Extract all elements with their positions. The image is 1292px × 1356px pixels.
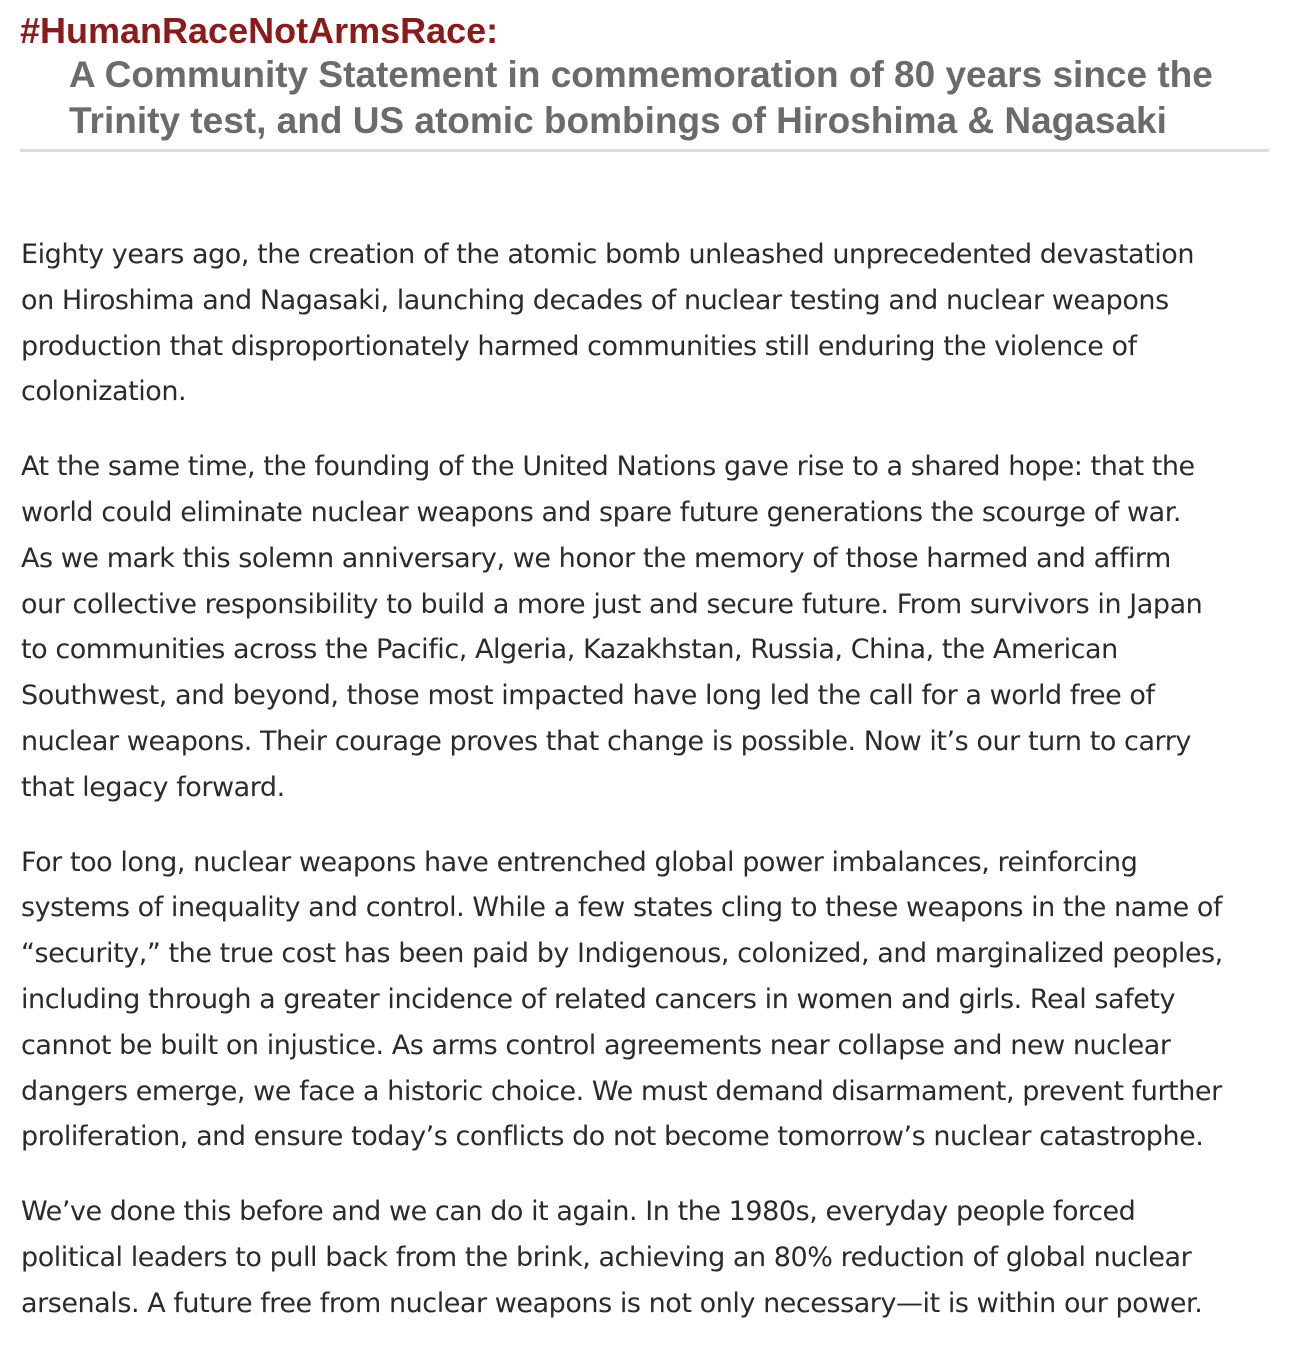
text-line: At the same time, the founding of the United Nations gave rise to a shared hope: that the bbox=[21, 451, 1195, 483]
text-line: to communities across the Pacific, Algeria, Kazakhstan, Russia, China, the American bbox=[21, 634, 1118, 666]
text-line: Eighty years ago, the creation of the atomic bomb unleashed unprecedented devastation bbox=[21, 239, 1195, 270]
paragraph-1 bbox=[21, 232, 1281, 415]
text-line: that legacy forward. bbox=[21, 771, 285, 803]
statement-body bbox=[21, 232, 1281, 1356]
text-line: “security,” the true cost has been paid by Indigenous, colonized, and marginalized peoples, bbox=[21, 938, 1223, 970]
text-line: world could eliminate nuclear weapons and spare future generations the scourge of war. bbox=[21, 496, 1182, 528]
text-line: political leaders to pull back from the brink, achieving an 80% reduction of global nuclear bbox=[21, 1241, 1192, 1273]
hashtag-title: #HumanRaceNotArmsRace: bbox=[20, 10, 499, 51]
text-line: systems of inequality and control. While a few states cling to these weapons in the name of bbox=[21, 892, 1223, 924]
text-line: including through a greater incidence of related cancers in women and girls. Real safety bbox=[21, 983, 1176, 1015]
header-divider bbox=[20, 149, 1269, 152]
text-line: on Hiroshima and Nagasaki, launching decades of nuclear testing and nuclear weapons bbox=[21, 284, 1169, 316]
statement-subtitle bbox=[20, 52, 1269, 144]
text-line: For too long, nuclear weapons have entrenched global power imbalances, reinforcing bbox=[21, 846, 1138, 878]
text-line: our collective responsibility to build a more just and secure future. From survivors in Japan bbox=[21, 588, 1203, 620]
text-line: colonization. bbox=[21, 376, 187, 408]
text-line: We’ve done this before and we can do it again. In the 1980s, everyday people forced bbox=[21, 1196, 1136, 1228]
text-line: nuclear weapons. Their courage proves that change is possible. Now it’s our turn to carry bbox=[21, 725, 1191, 757]
text-line: Southwest, and beyond, those most impacted have long led the call for a world free of bbox=[21, 680, 1155, 712]
text-line: production that disproportionately harmed communities still enduring the violence of bbox=[21, 330, 1137, 362]
subtitle-line: Trinity test, and US atomic bombings of Hiroshima & Nagasaki bbox=[69, 100, 1167, 141]
text-line: proliferation, and ensure today’s conflicts do not become tomorrow’s nuclear catastrophe. bbox=[21, 1121, 1204, 1153]
subtitle-line: A Community Statement in commemoration of 80 years since the bbox=[69, 54, 1213, 95]
paragraph-2 bbox=[21, 444, 1281, 810]
statement-header bbox=[20, 10, 1269, 144]
text-line: arsenals. A future free from nuclear weapons is not only necessary—it is within our power. bbox=[21, 1287, 1203, 1319]
text-line: dangers emerge, we face a historic choice. We must demand disarmament, prevent further bbox=[21, 1075, 1222, 1107]
paragraph-3 bbox=[21, 840, 1281, 1161]
text-line: cannot be built on injustice. As arms control agreements near collapse and new nuclear bbox=[21, 1029, 1171, 1061]
paragraph-4 bbox=[21, 1189, 1281, 1326]
text-line: As we mark this solemn anniversary, we honor the memory of those harmed and affirm bbox=[21, 542, 1171, 574]
